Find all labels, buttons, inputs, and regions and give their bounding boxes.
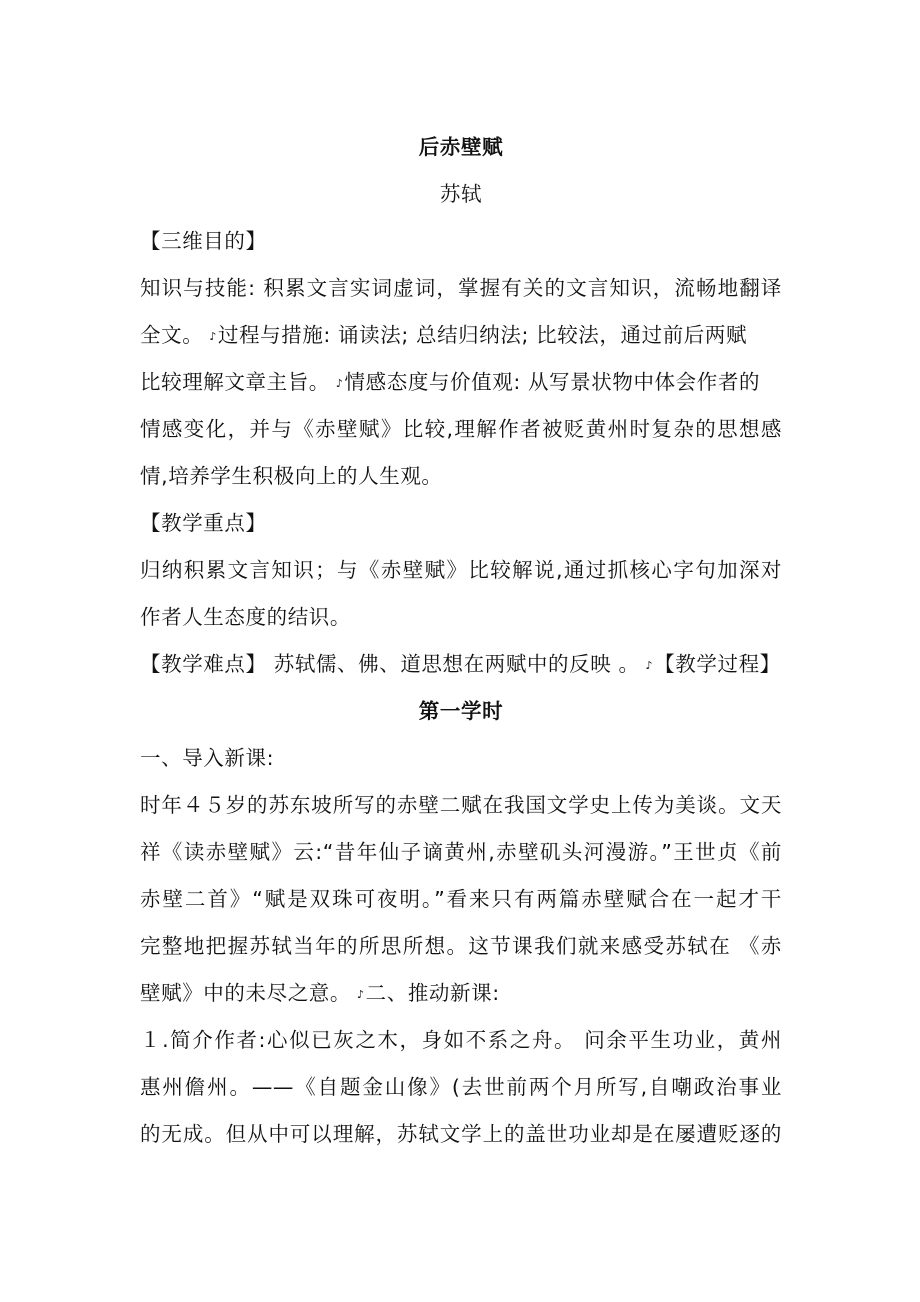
objectives-line-2-part-2: 过程与措施: 诵读法; 总结归纳法; 比较法，通过前后两赋 [217, 323, 748, 347]
author-line-2: 惠州儋州。——《自题金山像》(去世前两个月所写,自嘲政治事业 [140, 1075, 782, 1099]
bullet-mark-icon: ♪ [209, 330, 217, 343]
new-lesson-heading: 二、推动新课: [365, 981, 500, 1005]
intro-line-5 [140, 970, 782, 1017]
objectives-line-3-part-2: 情感态度与价值观: 从写景状物中体会作者的 [344, 370, 761, 394]
objectives-heading: 【三维目的】 [140, 229, 267, 253]
intro-heading: 一、导入新课: [140, 746, 275, 770]
intro-line-5-part-1: 壁赋》中的未尽之意。 [140, 981, 351, 1005]
objectives-line-1: 知识与技能: 积累文言实词虚词，掌握有关的文言知识，流畅地翻译 [140, 276, 782, 300]
difficulty-line [140, 641, 782, 688]
intro-line-4: 完整地把握苏轼当年的所思所想。这节课我们就来感受苏轼在 《赤 [140, 934, 782, 958]
objectives-line-3-part-1: 比较理解文章主旨。 [140, 370, 330, 394]
process-heading: 【教学过程】 [654, 652, 781, 676]
document-author: 苏轼 [439, 182, 483, 206]
difficulty-text: 苏轼儒、佛、道思想在两赋中的反映 。 [266, 652, 640, 676]
bullet-mark-icon: ♪ [335, 377, 344, 390]
bullet-mark-icon: ♪ [645, 659, 654, 672]
objectives-line-4: 情感变化，并与《赤壁赋》比较,理解作者被贬黄州时复杂的思想感 [140, 417, 782, 441]
document-title: 后赤壁赋 [418, 135, 504, 159]
objectives-line-3 [140, 359, 782, 406]
intro-line-1: 时年４５岁的苏东坡所写的赤壁二赋在我国文学史上传为美谈。文天 [140, 793, 782, 817]
key-points-heading: 【教学重点】 [140, 511, 267, 535]
lesson-title: 第一学时 [418, 699, 504, 723]
document-page [140, 124, 782, 1158]
objectives-line-2-part-1: 全文。 [140, 323, 204, 347]
bullet-mark-icon: ♪ [357, 988, 365, 1001]
author-line-1: １.简介作者:心似已灰之木，身如不系之舟。 问余平生功业，黄州 [140, 1028, 782, 1052]
objectives-line-2 [140, 312, 782, 359]
key-points-line-2: 作者人生态度的结识。 [140, 605, 351, 629]
author-line-3: 的无成。但从中可以理解，苏轼文学上的盖世功业却是在屡遭贬逐的 [140, 1122, 782, 1146]
intro-line-2: 祥《读赤壁赋》云:“昔年仙子谪黄州,赤壁矶头河漫游。”王世贞《前 [140, 840, 782, 864]
difficulty-heading: 【教学难点】 [140, 652, 267, 676]
objectives-line-5: 情,培养学生积极向上的人生观。 [140, 464, 443, 488]
key-points-line-1: 归纳积累文言知识；与《赤壁赋》比较解说,通过抓核心字句加深对 [140, 558, 782, 582]
intro-line-3: 赤壁二首》“赋是双珠可夜明。”看来只有两篇赤壁赋合在一起才干 [140, 887, 782, 911]
